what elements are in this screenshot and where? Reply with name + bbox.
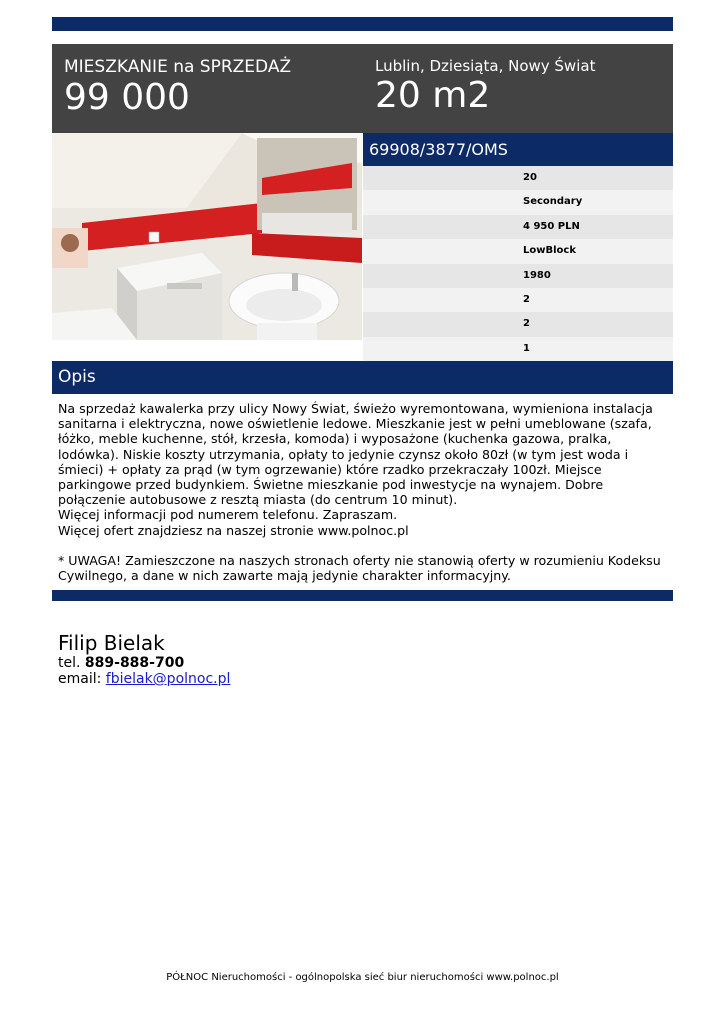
details-row bbox=[363, 190, 673, 214]
tel-label: tel. bbox=[58, 655, 81, 671]
agent-email-link[interactable]: fbielak@polnoc.pl bbox=[105, 671, 231, 687]
details-row bbox=[363, 312, 673, 336]
details-row bbox=[363, 239, 673, 263]
reference-number: 69908/3877/OMS bbox=[369, 140, 508, 159]
details-row bbox=[363, 337, 673, 361]
agent-contact bbox=[58, 631, 230, 687]
details-value: 1 bbox=[523, 342, 530, 354]
agent-email-line bbox=[58, 671, 230, 687]
email-label: email: bbox=[58, 671, 102, 687]
section-title: Opis bbox=[58, 367, 96, 387]
details-value: Secondary bbox=[523, 196, 583, 208]
details-value: LowBlock bbox=[523, 245, 576, 257]
description-text: Na sprzedaż kawalerka przy ulicy Nowy Świat, świeżo wyremontowana, wymieniona instalacja sanitarna i elektryczna, nowe oświetlenie ledowe. Mieszkanie jest w pełni umeblowane (szafa, łóżko, meble kuchenne, stół, krzesła, komoda) i wyposażone (kuchenka gazowa, pralka, lodówka). Niskie koszty utrzymania, opłaty to jedynie czynsz około 80zł (w tym jest woda i śmieci) + opłaty za prąd (w tym ogrzewanie) które rzadko przekraczały 100zł. Miejsce parkingowe przed budynkiem. Świetne mieszkanie pod inwestycje na wynajem. Dobre połączenie autobusowe z resztą miasta (do centrum 10 minut). Więcej informacji pod numerem telefonu. Zapraszam. Więcej ofert znajdziesz na naszej stronie www.polnoc.pl bbox=[58, 401, 653, 538]
details-value: 2 bbox=[523, 293, 530, 305]
details-row bbox=[363, 288, 673, 312]
bathroom-photo-illustration bbox=[52, 133, 362, 340]
details-value: 1980 bbox=[523, 269, 551, 281]
price: 99 000 bbox=[64, 77, 190, 118]
listing-header bbox=[52, 44, 673, 133]
divider-bar bbox=[52, 590, 673, 601]
location: Lublin, Dziesiąta, Nowy Świat bbox=[375, 57, 596, 75]
details-row bbox=[363, 166, 673, 190]
description-header bbox=[52, 361, 673, 394]
top-accent-bar bbox=[52, 17, 673, 31]
details-table bbox=[363, 166, 673, 361]
agent-phone-line bbox=[58, 655, 230, 671]
agent-phone[interactable]: 889-888-700 bbox=[84, 655, 185, 671]
details-value: 20 bbox=[523, 172, 537, 183]
property-photo bbox=[52, 133, 362, 340]
details-value: 2 bbox=[523, 318, 530, 330]
area: 20 m2 bbox=[375, 75, 491, 116]
reference-header bbox=[363, 133, 673, 166]
details-value: 4 950 PLN bbox=[523, 220, 580, 232]
agent-name: Filip Bielak bbox=[58, 631, 165, 655]
description bbox=[58, 401, 668, 583]
disclaimer: * UWAGA! Zamieszczone na naszych stronach oferty nie stanowią oferty w rozumieniu Kodeksu Cywilnego, a dane w nich zawarte mają jedynie charakter informacyjny. bbox=[58, 552, 661, 584]
details-row bbox=[363, 264, 673, 288]
listing-type: MIESZKANIE na SPRZEDAŻ bbox=[64, 57, 292, 77]
details-row bbox=[363, 215, 673, 239]
footer-text: PÓŁNOC Nieruchomości - ogólnopolska sieć biur nieruchomości www.polnoc.pl bbox=[166, 972, 559, 983]
